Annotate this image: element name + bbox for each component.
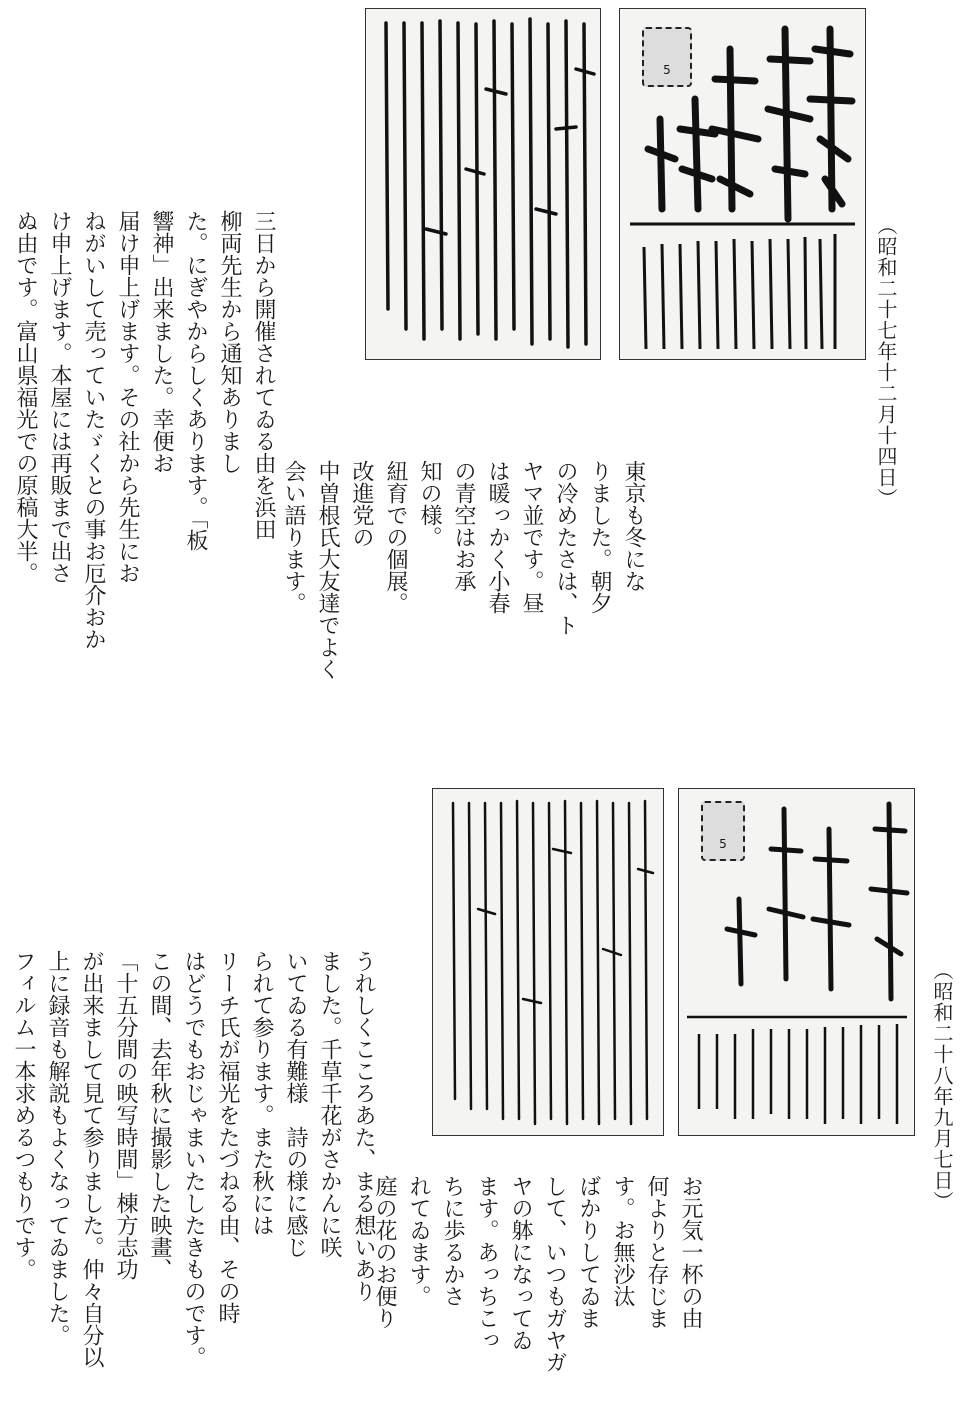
letter1-postcard-front bbox=[619, 8, 866, 360]
letter1-date: （昭和二十七年十二月十四日） bbox=[874, 215, 898, 509]
stamp-icon bbox=[642, 27, 692, 87]
stamp-icon bbox=[701, 801, 745, 861]
letter2-date: （昭和二十八年九月七日） bbox=[930, 960, 954, 1212]
letter1-body-left: 三日から開催されてゐる由を浜田 柳両先生から通知ありまし た。にぎやからしくあります。「板 響神」出来ました。幸便お 届け申上げます。その社から先生にお ねがいして売っていたゞくとの事お厄介おか け申上げます。本屋には再販まで出さ ぬ由です。富山県福光での原稿大半。 bbox=[13, 210, 276, 650]
stamp-value: 5 bbox=[663, 63, 671, 77]
postcard-handwriting bbox=[366, 9, 600, 359]
letter2-body-right: お元気一杯の由 何よりと存じま す。お無沙汰 ばかりしてゐま して、いつもガヤガ ヤの躰になってゐ ます。あっちこっ ちに歩るかさ れてゐます。 庭の花のお便り bbox=[372, 1175, 703, 1373]
letter2-postcard-back bbox=[432, 788, 664, 1136]
postcard-handwriting bbox=[433, 789, 663, 1135]
letter2-body-left: うれしくこころあた、まる想いあり ました。千草千花がさかんに咲 いてゐる有難様 詩の様に感じ られて参ります。また秋には リーチ氏が福光をたづねる由、その時 はどうでもおじゃまいたしたきものです。 この間、去年秋に撮影した映畫、 「十五分間の映写時間」棟方志功 が出来まして見て参りました。仲々自分以 上に録音も解説もよくなってゐました。 フィルム一本求めるつもりです。 bbox=[11, 950, 376, 1368]
stamp-value: 5 bbox=[719, 837, 727, 851]
letter1-body-right: 東京も冬にな りました。朝夕 の冷めたさは、ト ヤマ並です。昼 は暖っかく小春 の青空はお承 知の様。 紐育での個展。 改進党の 中曽根氏大友達でよく 会い語ります。 bbox=[281, 460, 646, 680]
letter2-postcard-front bbox=[678, 788, 915, 1136]
letter1-postcard-back bbox=[365, 8, 601, 360]
